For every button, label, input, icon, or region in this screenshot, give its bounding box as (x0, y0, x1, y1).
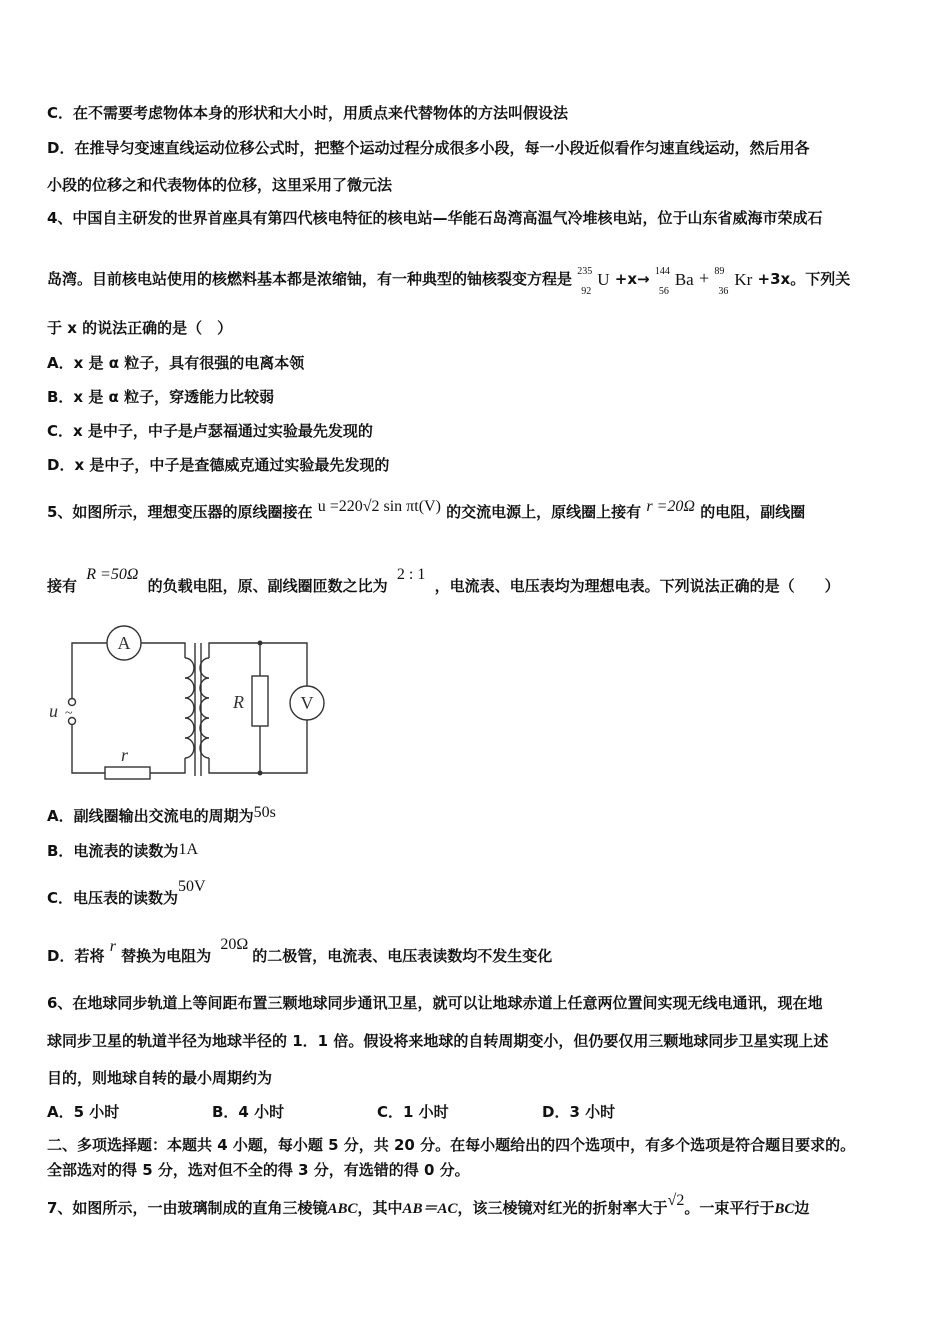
q5-option-b (47, 841, 198, 862)
q5-option-d-suffix: 的二极管，电流表、电压表读数均不发生变化 (252, 947, 553, 965)
q5-option-c (47, 878, 206, 909)
q7-suffix: 边 (794, 1199, 810, 1217)
q3-option-c: C．在不需要考虑物体本身的形状和大小时，用质点来代替物体的方法叫假设法 (47, 104, 569, 122)
q4-stem-line1: 4、中国自主研发的世界首座具有第四代核电特征的核电站—华能石岛湾高温气冷堆核电站，位于山东省威海市荣成石 (47, 209, 823, 227)
q5-R-expr: R =50Ω (86, 566, 139, 583)
transformer-circuit-diagram (45, 618, 335, 783)
q4-stem-line2-prefix: 岛湾。目前核电站使用的核燃料基本都是浓缩铀，有一种典型的铀核裂变方程是 (47, 270, 573, 288)
ba-z: 56 (658, 285, 669, 297)
q6-option-d: D．3 小时 (542, 1103, 616, 1121)
q7-abc: ABC (327, 1201, 358, 1217)
q6-option-a: A．5 小时 (47, 1103, 120, 1121)
source-tilde: ~ (65, 706, 73, 721)
q7-mid2: ，该三棱镜对红光的折射率大于 (457, 1199, 668, 1217)
q3-option-d-line1: D．在推导匀变速直线运动位移公式时，把整个运动过程分成很多小段，每一小段近似看作匀速直线运动，然后用各 (47, 139, 810, 157)
load-resistor-body (252, 676, 268, 726)
q5-line2-suffix: ，电流表、电压表均为理想电表。下列说法正确的是（ ） (434, 577, 840, 595)
q3-option-d-line2: 小段的位移之和代表物体的位移，这里采用了微元法 (47, 176, 393, 194)
primary-bottom-left-wire (72, 724, 105, 773)
q5-option-c-text: C．电压表的读数为 (47, 889, 179, 907)
q5-stem-line2 (47, 566, 840, 597)
junction-bottom (258, 771, 263, 776)
q5-ratio: 2 : 1 (396, 566, 426, 583)
q7-sqrt2: √2 (667, 1192, 685, 1209)
kr-mass: 89 (714, 265, 725, 277)
q5-stem-mid: 的交流电源上，原线圈上接有 (446, 503, 642, 521)
section2-line2: 全部选对的得 5 分，选对但不全的得 3 分，有选错的得 0 分。 (47, 1161, 470, 1179)
krypton-nuclide (714, 265, 753, 297)
q6-line3: 目的，则地球自转的最小周期约为 (47, 1069, 273, 1087)
ammeter-label: A (117, 633, 131, 653)
section2-line1: 二、多项选择题：本题共 4 小题，每小题 5 分，共 20 分。在每小题给出的四个选项中，有多个选项是符合题目要求的。 (47, 1136, 856, 1154)
kr-symbol: Kr (734, 269, 753, 289)
load-label: R (233, 692, 244, 712)
q4-option-a: A．x 是 α 粒子，具有很强的电离本领 (47, 354, 305, 372)
q4-option-d: D．x 是中子，中子是查德威克通过实验最先发现的 (47, 456, 390, 474)
q4-stem-line2 (47, 265, 851, 297)
q5-stem-suffix: 的电阻，副线圈 (700, 503, 806, 521)
q4-stem-line3: 于 x 的说法正确的是（ ） (47, 319, 233, 337)
q4-stem-line2-suffix: +3x。下列关 (757, 270, 851, 288)
q5-option-d-mid: 替换为电阻为 (121, 947, 212, 965)
q7-prefix: 7、如图所示，一由玻璃制成的直角三棱镜 (47, 1199, 328, 1217)
q5-u-expr: u =220√2 sin πt(V) (317, 498, 441, 515)
source-label: u (49, 701, 58, 721)
q5-option-a-value: 50s (253, 804, 276, 821)
q6-line2: 球同步卫星的轨道半径为地球半径的 1．1 倍。假设将来地球的自转周期变小，但仍要仅用三颗地球同步卫星实现上述 (47, 1032, 829, 1050)
q5-option-d-r: r (109, 938, 116, 955)
junction-top (258, 641, 263, 646)
q6-option-b: B．4 小时 (212, 1103, 285, 1121)
q7-bc: BC (774, 1201, 795, 1217)
u-z: 92 (581, 285, 592, 297)
primary-top-right-wire (141, 643, 185, 658)
source-terminal-top (69, 699, 76, 706)
ba-mass: 144 (654, 265, 670, 277)
q7-ab-ac: AB＝AC (402, 1201, 458, 1217)
secondary-top-wire (209, 643, 307, 686)
u-symbol: U (597, 269, 610, 289)
secondary-bottom-wire (209, 720, 307, 773)
plus-x-arrow: +x→ (614, 270, 650, 288)
q4-option-c: C．x 是中子，中子是卢瑟福通过实验最先发现的 (47, 422, 373, 440)
voltmeter-label: V (300, 693, 314, 713)
q7-mid1: ，其中 (357, 1199, 403, 1217)
primary-bottom-right-wire (150, 758, 185, 773)
q7-stem (47, 1192, 810, 1219)
q7-mid3: 。一束平行于 (684, 1199, 775, 1217)
uranium-nuclide (577, 265, 610, 297)
q5-option-d (47, 936, 553, 967)
q5-option-b-text: B．电流表的读数为 (47, 842, 179, 860)
barium-nuclide (654, 265, 694, 297)
resistor-r-body (105, 767, 150, 779)
q5-option-a (47, 806, 276, 827)
q5-option-b-value: 1A (178, 841, 198, 858)
q6-line1: 6、在地球同步轨道上等间距布置三颗地球同步通讯卫星，就可以让地球赤道上任意两位置间实现无线电通讯，现在地 (47, 994, 823, 1012)
plus-sign: + (698, 268, 710, 288)
u-mass: 235 (577, 265, 593, 277)
resistor-label: r (121, 745, 129, 765)
q5-option-c-value: 50V (178, 878, 206, 895)
q5-option-a-text: A．副线圈输出交流电的周期为 (47, 807, 254, 825)
ba-symbol: Ba (674, 269, 694, 289)
primary-top-left-wire (72, 643, 107, 698)
q5-stem-line1 (47, 498, 806, 523)
q5-option-d-prefix: D．若将 (47, 947, 105, 965)
primary-coil (185, 658, 194, 758)
q4-option-b: B．x 是 α 粒子，穿透能力比较弱 (47, 388, 275, 406)
kr-z: 36 (718, 285, 729, 297)
q5-stem-prefix: 5、如图所示，理想变压器的原线圈接在 (47, 503, 313, 521)
q6-option-c: C．1 小时 (377, 1103, 449, 1121)
q5-r-expr: r =20Ω (646, 498, 695, 515)
q5-option-d-value: 20Ω (220, 936, 249, 953)
q5-line2-prefix: 接有 (47, 577, 78, 595)
q5-line2-mid: 的负载电阻，原、副线圈匝数之比为 (147, 577, 388, 595)
